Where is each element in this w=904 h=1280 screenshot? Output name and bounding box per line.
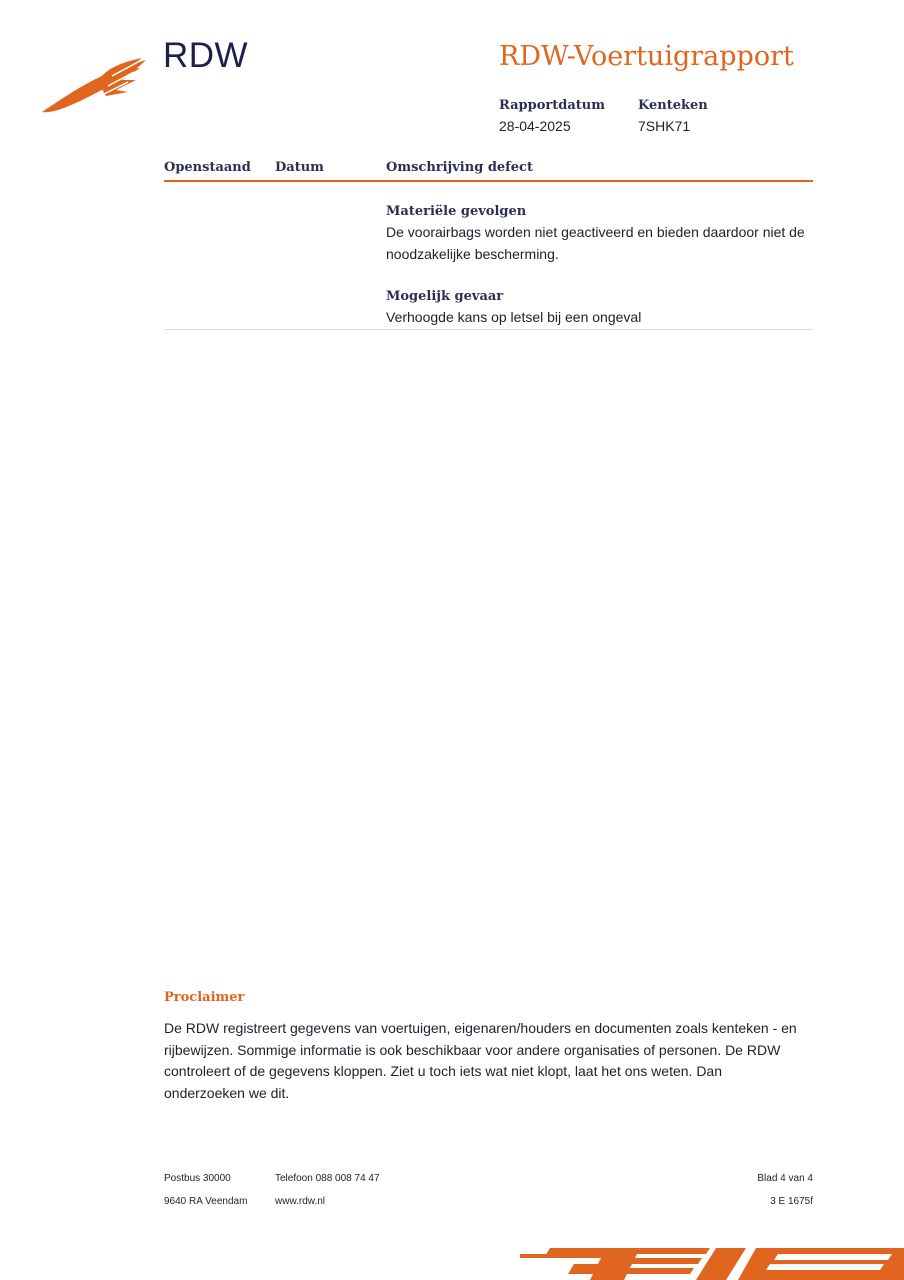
report-title: RDW-Voertuigrapport xyxy=(499,41,794,72)
footer-website[interactable]: www.rdw.nl xyxy=(275,1196,326,1207)
footer-phone: Telefoon 088 008 74 47 xyxy=(275,1173,380,1184)
table-header-rule xyxy=(164,180,813,182)
footer-city: 9640 RA Veendam xyxy=(164,1196,248,1207)
footer-postbox: Postbus 30000 xyxy=(164,1173,231,1184)
danger-heading: Mogelijk gevaar xyxy=(386,289,504,304)
plate-value: 7SHK71 xyxy=(638,118,691,134)
table-row-divider xyxy=(164,329,813,330)
danger-text: Verhoogde kans op letsel bij een ongeval xyxy=(386,309,642,325)
proclaimer-title: Proclaimer xyxy=(164,990,245,1005)
consequences-heading: Materiële gevolgen xyxy=(386,204,527,219)
proclaimer-text: De RDW registreert gegevens van voertuigen, eigenaren/houders en documenten zoals kenteken - en rijbewijzen. Sommige informatie is ook beschikbaar voor andere organisaties of personen. De RDW controleert of de gegevens kloppen. Ziet u toch iets wat niet klopt, laat het ons weten. Dan onderzoeken we dit. xyxy=(164,1020,797,1101)
logo-text: RDW xyxy=(163,36,249,75)
column-header-datum: Datum xyxy=(275,160,324,175)
report-date-value: 28-04-2025 xyxy=(499,118,571,134)
footer-page-number: Blad 4 van 4 xyxy=(757,1173,813,1184)
column-header-omschrijving: Omschrijving defect xyxy=(386,160,533,175)
footer-code: 3 E 1675f xyxy=(770,1196,813,1207)
footer-stripes-icon xyxy=(520,1244,904,1280)
plate-label: Kenteken xyxy=(638,98,708,113)
rdw-feather-icon xyxy=(42,56,148,114)
report-date-label: Rapportdatum xyxy=(499,98,605,113)
column-header-openstaand: Openstaand xyxy=(164,160,251,175)
consequences-text: De voorairbags worden niet geactiveerd en bieden daardoor niet de noodzakelijke bescherming. xyxy=(386,224,805,262)
